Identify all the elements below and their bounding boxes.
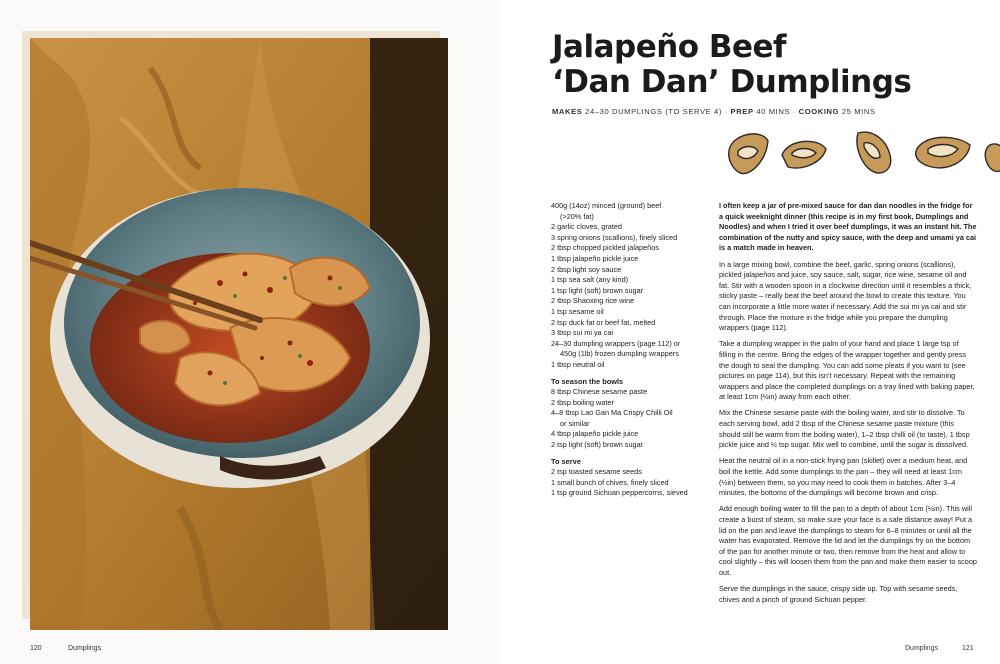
dumpling-illustration-icon: [916, 137, 970, 168]
meta-separator: ·: [721, 107, 731, 116]
method-step: Add enough boiling water to fill the pan to a depth of about 1cm (½in). This will create a burst of steam, so make sure your face is a safe distance away! Put a lid on the pan and leave the dumplings to steam for 6–8 minutes or until all the water has evaporated. Remove the lid and let the dumplings fry on the bottom of the pan for another minute or two, then remove from the heat and allow to cool slightly – this will loosen them from the pan and make them easier to scoop out.: [719, 504, 977, 577]
method-step: In a large mixing bowl, combine the beef, garlic, spring onions (scallions), pickled jalapeños and juice, soy sauce, salt, sugar, rice wine, sesame oil and fat. Stir with a wooden spoon in a clockwise direction until it resembles a thick, sticky paste – really beat the beef around the bowl to create this texture. You can incorporate a little more water if necessary. Add the sui mi ya cai and stir through. Place the mixture in the fridge while you prepare the dumpling wrappers (page 112).: [719, 259, 972, 333]
season-item: or similar: [560, 418, 590, 428]
season-heading: To season the bowls: [551, 376, 624, 386]
right-page-number: 121: [962, 645, 974, 652]
recipe-title: [552, 30, 972, 100]
makes-label: MAKES: [552, 107, 583, 116]
season-item: 2 tsp light (soft) brown sugar: [551, 440, 644, 450]
ingredient-item: 1 tbsp jalapeño pickle juice: [551, 253, 639, 263]
cooking-label: COOKING: [798, 107, 840, 116]
season-item: 2 tbsp boiling water: [551, 397, 614, 407]
intro-paragraph: I often keep a jar of pre-mixed sauce for dan dan noodles in the fridge for a quick weeknight dinner (this recipe is in my first book, Dumplings and Noodles) and when I tried it over beef dumplings, it was an instant hit. The combination of the nutty and spicy sauce, with the deep and umami ya cai is a match made in heaven.: [719, 201, 977, 253]
prep-value: 40 MINS: [756, 107, 791, 116]
ingredient-item: 1 tsp light (soft) brown sugar: [551, 285, 644, 295]
method-step: Serve the dumplings in the sauce, crispy side up. Top with sesame seeds, chives and a pinch of ground Sichuan pepper.: [719, 584, 958, 604]
dumpling-illustrations: [722, 125, 1000, 185]
ingredient-item: 2 tbsp Shaoxing rice wine: [551, 296, 635, 306]
ingredients-list: [551, 201, 701, 499]
ingredient-item: 1 tsp sea salt (any kind): [551, 275, 629, 285]
ingredient-item: 2 garlic cloves, grated: [551, 222, 622, 232]
ingredient-item: (>20% fat): [560, 211, 594, 221]
season-item: 4 tbsp jalapeño pickle juice: [551, 429, 639, 439]
right-running-head: Dumplings: [905, 645, 939, 652]
season-item: 8 tbsp Chinese sesame paste: [551, 387, 648, 397]
ingredient-item: 1 tbsp neutral oil: [551, 359, 605, 369]
season-item: 4–8 tbsp Lao Gan Ma Crispy Chilli Oil: [551, 408, 673, 418]
method-step: Mix the Chinese sesame paste with the boiling water, and stir to dissolve. To each serving bowl, add 2 tbsp of the Chinese sesame paste mixture (this should still be warm from the boiling water), 1–2 tbsp chilli oil (to taste), 1 tbsp pickle juice and ½ tsp sugar. Mix well to combine, until the sugar is dissolved.: [719, 408, 970, 450]
dumpling-illustration-icon: [985, 144, 1000, 171]
title-line-2: ‘Dan Dan’ Dumplings: [552, 64, 912, 100]
ingredient-item: 2 tbsp light soy sauce: [551, 264, 622, 274]
ingredient-item: 3 tbsp sui mi ya cai: [551, 328, 614, 338]
serve-heading: To serve: [551, 456, 581, 466]
method-step: Heat the neutral oil in a non-stick frying pan (skillet) over a medium heat, and boil the kettle. Add some dumplings to the pan – they will need at least 1cm (½in) between them, so you may need to cook them in batches. After 3–4 minutes, the bottoms of the dumplings will become brown and crisp.: [719, 456, 968, 498]
ingredient-item: 400g (14oz) minced (ground) beef: [551, 201, 662, 210]
recipe-meta: [552, 107, 876, 116]
left-running-head: Dumplings: [68, 645, 102, 652]
ingredient-item: 24–30 dumpling wrappers (page 112) or: [551, 338, 681, 348]
meta-separator: ·: [790, 107, 799, 116]
dumpling-illustration-icon: [782, 141, 826, 168]
ingredient-item: 3 spring onions (scallions), finely sliced: [551, 232, 678, 242]
title-line-1: Jalapeño Beef: [552, 29, 787, 65]
serve-item: 1 tsp ground Sichuan peppercorns, sieved: [551, 488, 688, 498]
dumpling-bowl-photo: [30, 38, 448, 630]
left-page-number: 120: [30, 645, 42, 652]
dumpling-illustration-icon: [857, 132, 891, 173]
method-text: [719, 201, 977, 611]
ingredient-item: 1 tsp sesame oil: [551, 306, 604, 316]
cooking-value: 25 MINS: [841, 107, 876, 116]
ingredient-item: 2 tbsp chopped pickled jalapeños: [551, 243, 659, 253]
makes-value: 24–30 DUMPLINGS (TO SERVE 4): [585, 107, 722, 116]
dumpling-illustration-icon: [729, 134, 768, 174]
serve-item: 1 small bunch of chives, finely sliced: [551, 477, 669, 487]
ingredient-item: 450g (1lb) frozen dumpling wrappers: [560, 349, 679, 359]
serve-item: 2 tsp toasted sesame seeds: [551, 467, 642, 477]
prep-label: PREP: [730, 107, 754, 116]
ingredient-item: 2 tsp duck fat or beef fat, melted: [551, 317, 656, 327]
method-step: Take a dumpling wrapper in the palm of your hand and place 1 large tsp of filling in the centre. Bring the edges of the wrapper together and gently press the dough to seal the dumpling. You can add some pleats if you want to (see pictures on page 114), but this isn’t necessary. Repeat with the remaining wrappers and place the completed dumplings on a tray lined with baking paper, at least 1cm (½in) away from each other.: [719, 339, 975, 402]
